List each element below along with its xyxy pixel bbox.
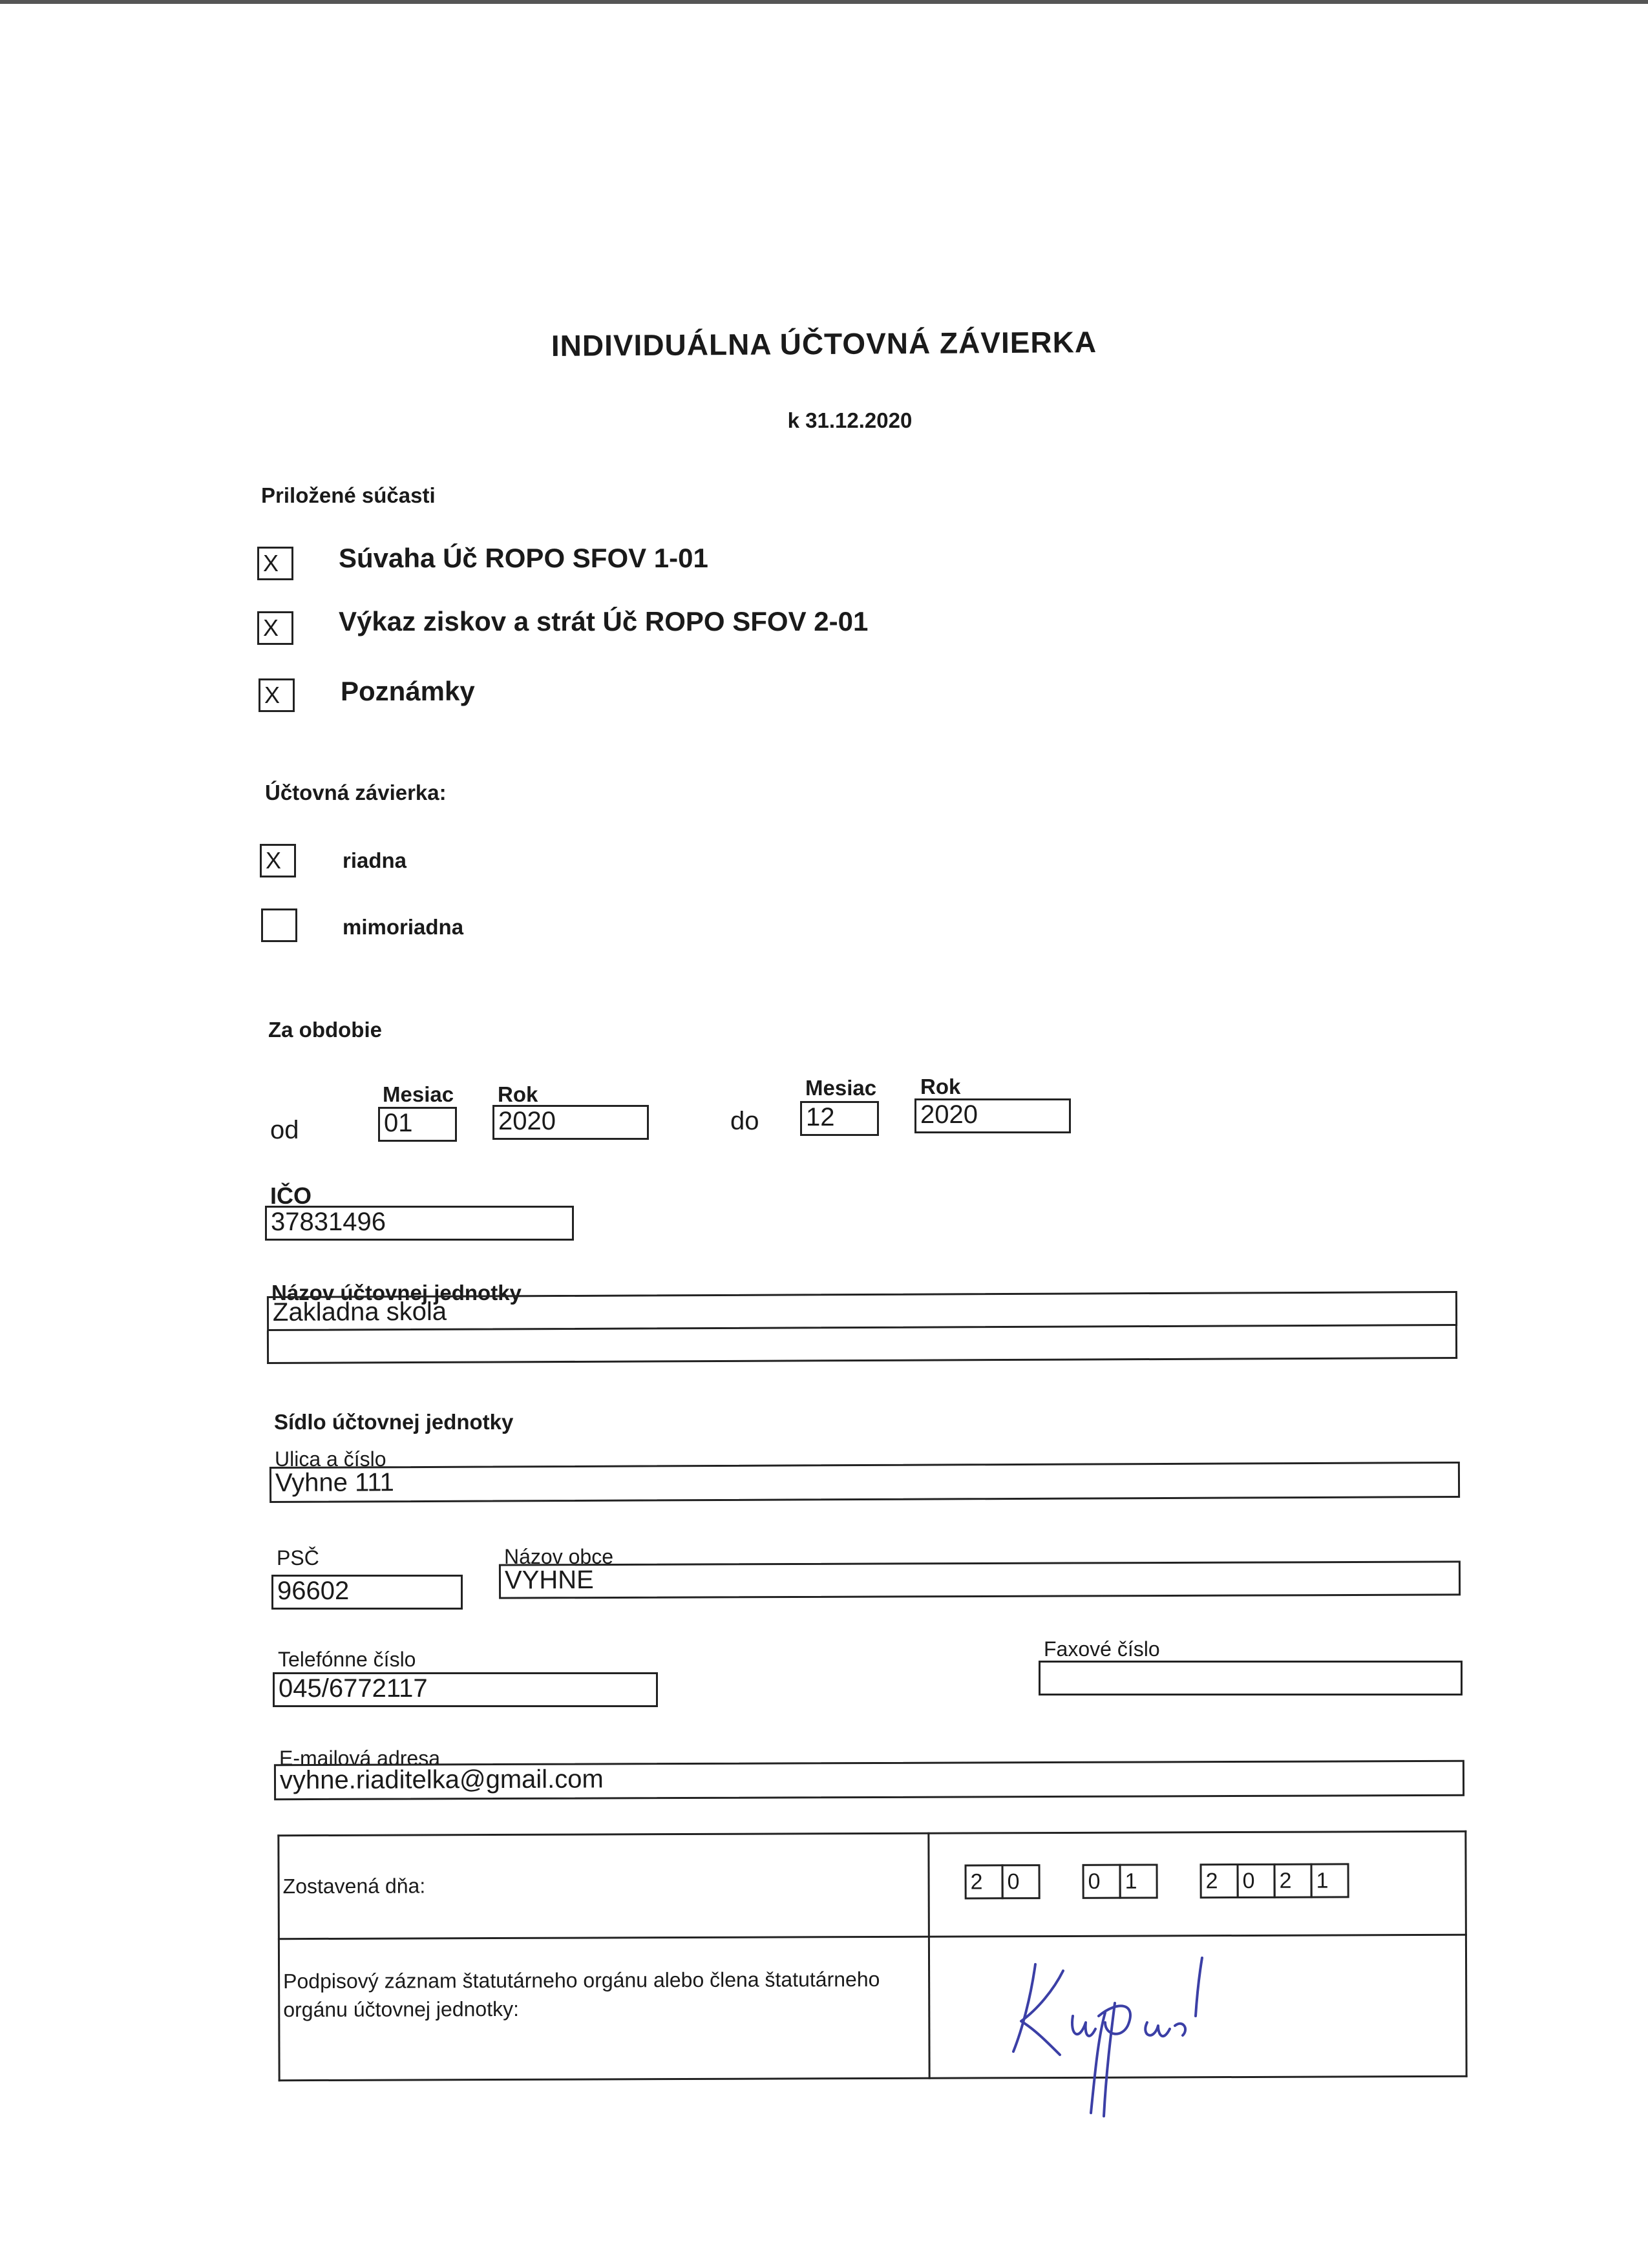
- fax-label: Faxové číslo: [1044, 1637, 1160, 1661]
- compiled-day-digit-2[interactable]: 0: [1002, 1864, 1041, 1899]
- street-field[interactable]: Vyhne 111: [269, 1462, 1460, 1503]
- checkbox-poznamky[interactable]: X: [259, 678, 295, 712]
- compiled-month-digit-1[interactable]: 0: [1083, 1864, 1121, 1899]
- compiled-label: Zostavená dňa:: [282, 1874, 426, 1898]
- signature-scribble: [1008, 1938, 1254, 2119]
- city-field[interactable]: VYHNE: [499, 1560, 1461, 1599]
- components-label: Priložené súčasti: [261, 483, 436, 507]
- from-label: od: [270, 1116, 299, 1144]
- psc-field[interactable]: 96602: [271, 1575, 463, 1610]
- table-right-border: [1464, 1831, 1467, 2077]
- option-mimoriadna-label: mimoriadna: [343, 915, 464, 939]
- from-year-label: Rok: [498, 1082, 538, 1106]
- to-year-label: Rok: [920, 1075, 961, 1098]
- to-month-label: Mesiac: [805, 1076, 877, 1100]
- email-label: E-mailová adresa: [279, 1747, 440, 1770]
- handwritten-signature: [1008, 1938, 1254, 2119]
- entity-name-line1-field[interactable]: Zakladna skola: [267, 1291, 1457, 1331]
- table-middle-border: [278, 1934, 1467, 1940]
- table-top-border: [277, 1831, 1466, 1836]
- ico-field[interactable]: 37831496: [265, 1206, 574, 1241]
- address-label: Sídlo účtovnej jednotky: [274, 1410, 514, 1434]
- document-title: INDIVIDUÁLNA ÚČTOVNÁ ZÁVIERKA: [551, 325, 1097, 362]
- to-year-field[interactable]: 2020: [914, 1098, 1071, 1133]
- compiled-month-digit-2[interactable]: 1: [1119, 1864, 1158, 1898]
- to-month-field[interactable]: 12: [800, 1101, 879, 1136]
- city-label: Názov obce: [504, 1545, 613, 1568]
- phone-field[interactable]: 045/6772117: [273, 1672, 658, 1707]
- compiled-day-digit-1[interactable]: 2: [965, 1864, 1004, 1899]
- scan-top-edge: [0, 0, 1648, 4]
- from-month-label: Mesiac: [383, 1082, 454, 1106]
- ico-label: IČO: [270, 1182, 312, 1209]
- table-left-border: [277, 1834, 280, 2081]
- from-month-field[interactable]: 01: [378, 1107, 457, 1142]
- item-vykaz-label: Výkaz ziskov a strát Úč ROPO SFOV 2-01: [339, 606, 869, 636]
- compiled-year-digit-1[interactable]: 2: [1200, 1864, 1239, 1898]
- phone-label: Telefónne číslo: [278, 1648, 416, 1671]
- table-bottom-border: [279, 2075, 1468, 2081]
- closing-type-label: Účtovná závierka:: [265, 781, 447, 804]
- fax-field[interactable]: [1039, 1661, 1463, 1696]
- signature-label: Podpisový záznam štatutárneho orgánu alebo člena štatutárneho orgánu účtovnej jednotky:: [283, 1967, 880, 2022]
- compiled-signature-table: [277, 1831, 1467, 2081]
- item-poznamky-label: Poznámky: [341, 676, 475, 706]
- item-suvaha-label: Súvaha Úč ROPO SFOV 1-01: [339, 543, 708, 573]
- from-year-field[interactable]: 2020: [492, 1105, 649, 1140]
- as-of-date: k 31.12.2020: [787, 408, 913, 432]
- checkbox-vykaz[interactable]: X: [257, 611, 293, 645]
- email-field[interactable]: vyhne.riaditelka@gmail.com: [274, 1760, 1464, 1800]
- period-label: Za obdobie: [268, 1018, 382, 1042]
- checkbox-suvaha[interactable]: X: [257, 547, 293, 580]
- compiled-year-digit-4[interactable]: 1: [1311, 1863, 1349, 1898]
- option-riadna-label: riadna: [343, 848, 407, 872]
- checkbox-mimoriadna[interactable]: [261, 908, 297, 942]
- to-label: do: [730, 1107, 759, 1135]
- checkbox-riadna[interactable]: X: [260, 844, 296, 877]
- entity-name-label: Názov účtovnej jednotky: [271, 1281, 522, 1305]
- street-label: Ulica a číslo: [275, 1447, 386, 1471]
- psc-label: PSČ: [277, 1546, 319, 1570]
- entity-name-line2-field[interactable]: [267, 1325, 1457, 1364]
- compiled-year-digit-2[interactable]: 0: [1237, 1864, 1276, 1898]
- table-divider: [927, 1832, 930, 2079]
- compiled-year-digit-3[interactable]: 2: [1274, 1864, 1313, 1898]
